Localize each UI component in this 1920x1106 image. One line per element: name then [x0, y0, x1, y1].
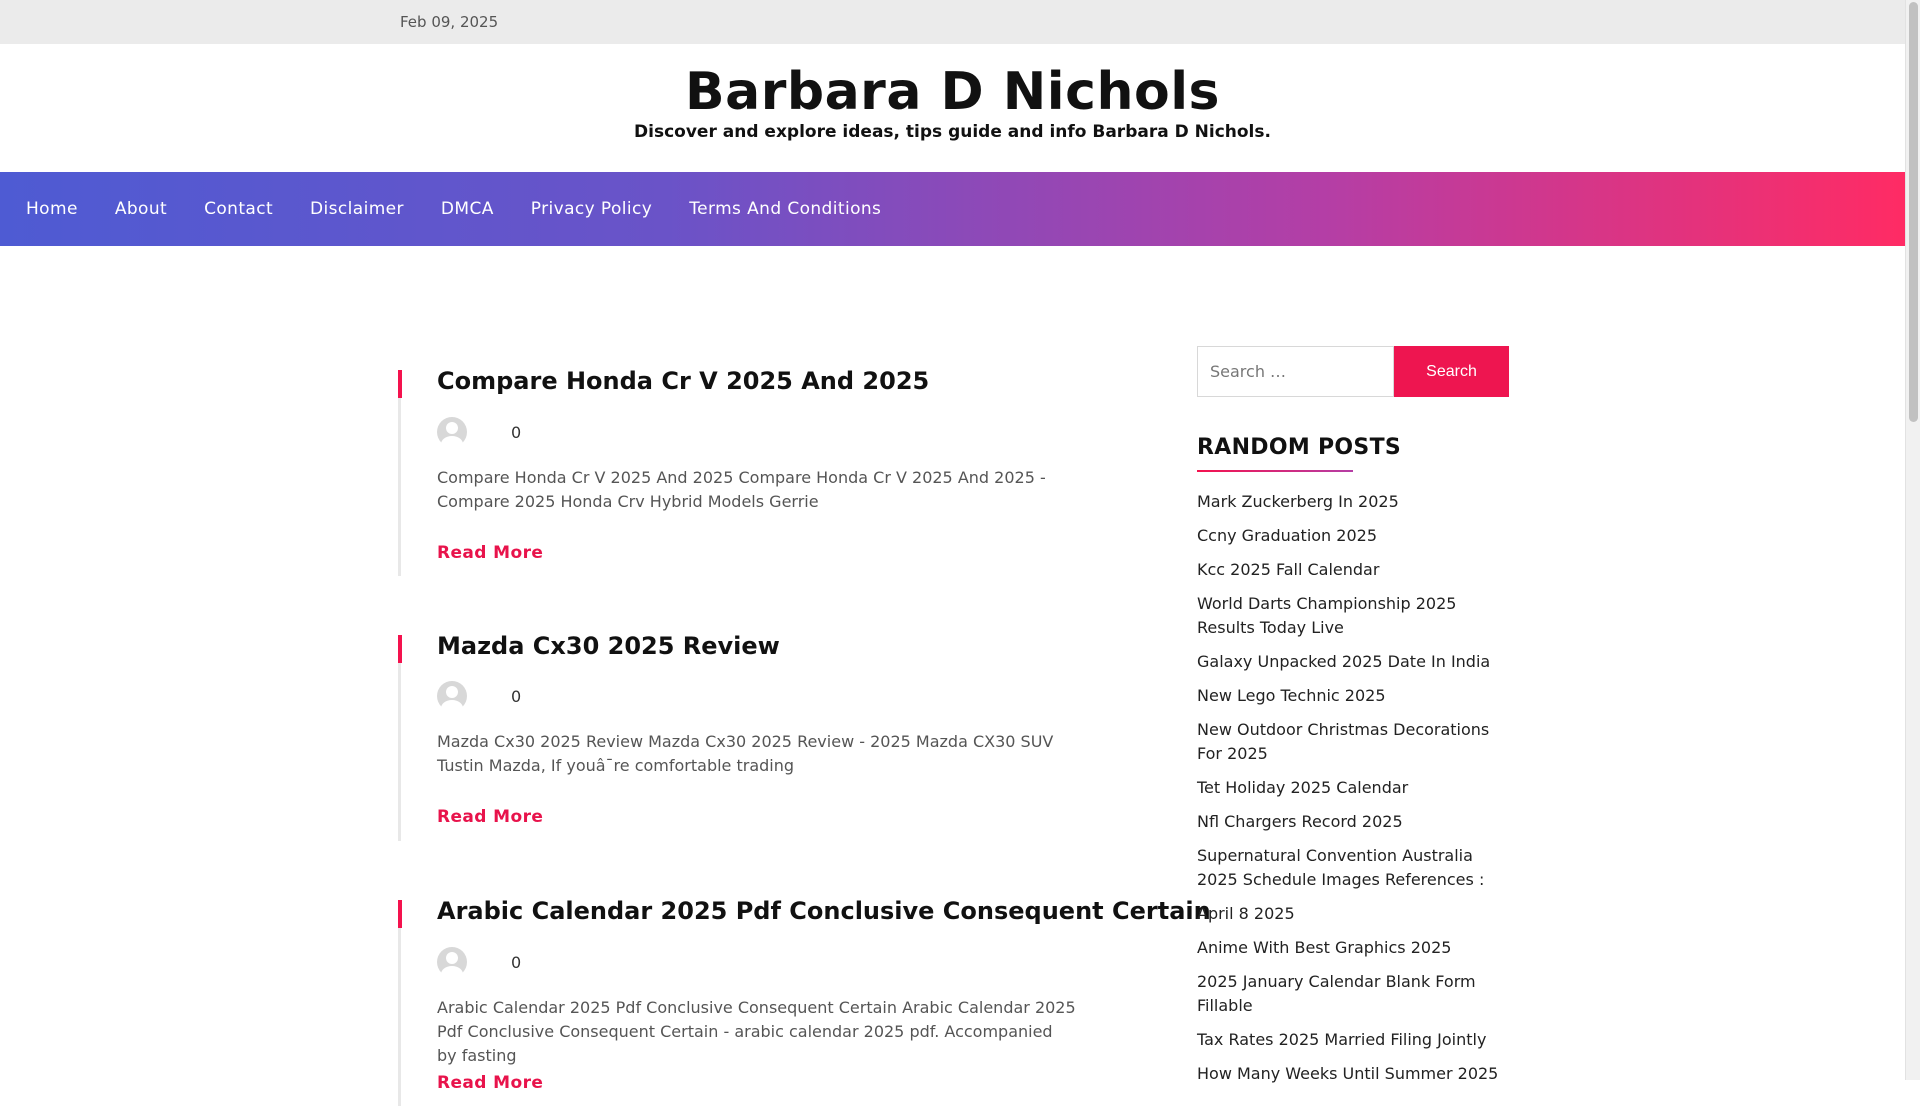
- main-navigation: [0, 172, 1905, 246]
- random-post-link[interactable]: 2025 January Calendar Blank Form Fillable: [1197, 972, 1476, 1015]
- comment-count[interactable]: 0: [511, 422, 522, 442]
- nav-item-privacy-policy[interactable]: Privacy Policy: [530, 199, 653, 219]
- post-excerpt: Arabic Calendar 2025 Pdf Conclusive Consequent Certain Arabic Calendar 2025 Pdf Conclusive Consequent Certain - arabic calendar 2025 pdf. Accompanied by fasting: [437, 998, 1076, 1065]
- post-accent-bar: [398, 370, 402, 398]
- random-post-link[interactable]: Ccny Graduation 2025: [1197, 526, 1377, 545]
- post-divider: [398, 900, 401, 1106]
- nav-item-contact[interactable]: Contact: [204, 199, 274, 219]
- site-tagline: Discover and explore ideas, tips guide and info Barbara D Nichols.: [634, 122, 1271, 142]
- site-title[interactable]: Barbara D Nichols: [685, 62, 1220, 122]
- author-avatar-icon[interactable]: [437, 417, 467, 447]
- post-title[interactable]: Arabic Calendar 2025 Pdf Conclusive Consequent Certain: [437, 897, 1211, 925]
- author-avatar-icon[interactable]: [437, 947, 467, 977]
- post-excerpt: Compare Honda Cr V 2025 And 2025 Compare Honda Cr V 2025 And 2025 - Compare 2025 Honda Crv Hybrid Models Gerrie: [437, 468, 1046, 511]
- nav-item-dmca[interactable]: DMCA: [440, 199, 494, 219]
- comment-count[interactable]: 0: [511, 686, 522, 706]
- post-divider: [398, 370, 401, 576]
- random-post-link[interactable]: April 8 2025: [1197, 904, 1295, 923]
- read-more-link[interactable]: Read More: [437, 807, 544, 827]
- nav-item-terms[interactable]: Terms And Conditions: [689, 199, 882, 219]
- random-post-link[interactable]: Nfl Chargers Record 2025: [1197, 812, 1403, 831]
- post-title[interactable]: Compare Honda Cr V 2025 And 2025: [437, 367, 930, 395]
- vertical-scrollbar[interactable]: [1905, 0, 1920, 1080]
- random-posts-list: [1197, 490, 1509, 1086]
- random-post-link[interactable]: How Many Weeks Until Summer 2025: [1197, 1064, 1499, 1083]
- random-posts-title: RANDOM POSTS: [1197, 435, 1402, 460]
- random-post-link[interactable]: Tet Holiday 2025 Calendar: [1197, 778, 1409, 797]
- scrollbar-thumb[interactable]: [1909, 2, 1918, 422]
- nav-item-disclaimer[interactable]: Disclaimer: [310, 199, 404, 219]
- post-meta: [437, 681, 521, 711]
- read-more-link[interactable]: Read More: [437, 543, 544, 563]
- random-post-link[interactable]: Galaxy Unpacked 2025 Date In India: [1197, 652, 1491, 671]
- widget-title-underline: [1197, 470, 1353, 472]
- read-more-link[interactable]: Read More: [437, 1073, 544, 1093]
- post-meta: [437, 417, 521, 447]
- post-divider: [398, 635, 401, 841]
- author-avatar-icon[interactable]: [437, 681, 467, 711]
- random-post-link[interactable]: Mark Zuckerberg In 2025: [1197, 492, 1399, 511]
- post-meta: [437, 947, 521, 977]
- sidebar: [1197, 346, 1509, 1096]
- random-post-link[interactable]: Anime With Best Graphics 2025: [1197, 938, 1452, 957]
- random-post-link[interactable]: New Outdoor Christmas Decorations For 2025: [1197, 720, 1490, 763]
- post-card: [398, 367, 1098, 576]
- current-date: Feb 09, 2025: [400, 13, 499, 31]
- random-post-link[interactable]: New Lego Technic 2025: [1197, 686, 1386, 705]
- post-excerpt: Mazda Cx30 2025 Review Mazda Cx30 2025 Review - 2025 Mazda CX30 SUV Tustin Mazda, If youâ¯re comfortable trading: [437, 732, 1054, 775]
- search-form: [1197, 346, 1509, 397]
- top-bar: [0, 0, 1905, 44]
- nav-item-home[interactable]: Home: [26, 199, 78, 219]
- post-card: [398, 632, 1098, 841]
- post-accent-bar: [398, 900, 402, 928]
- random-post-link[interactable]: World Darts Championship 2025 Results Today Live: [1197, 594, 1457, 637]
- search-button[interactable]: Search: [1394, 346, 1509, 397]
- comment-count[interactable]: 0: [511, 952, 522, 972]
- search-input[interactable]: [1197, 346, 1394, 397]
- random-post-link[interactable]: Supernatural Convention Australia 2025 Schedule Images References :: [1197, 846, 1485, 889]
- post-title[interactable]: Mazda Cx30 2025 Review: [437, 632, 780, 660]
- nav-item-about[interactable]: About: [114, 199, 168, 219]
- post-accent-bar: [398, 635, 402, 663]
- post-card: [398, 897, 1211, 1106]
- main-content: [0, 246, 1905, 1093]
- random-post-link[interactable]: Tax Rates 2025 Married Filing Jointly: [1197, 1030, 1487, 1049]
- random-post-link[interactable]: Kcc 2025 Fall Calendar: [1197, 560, 1380, 579]
- site-header: [0, 44, 1905, 172]
